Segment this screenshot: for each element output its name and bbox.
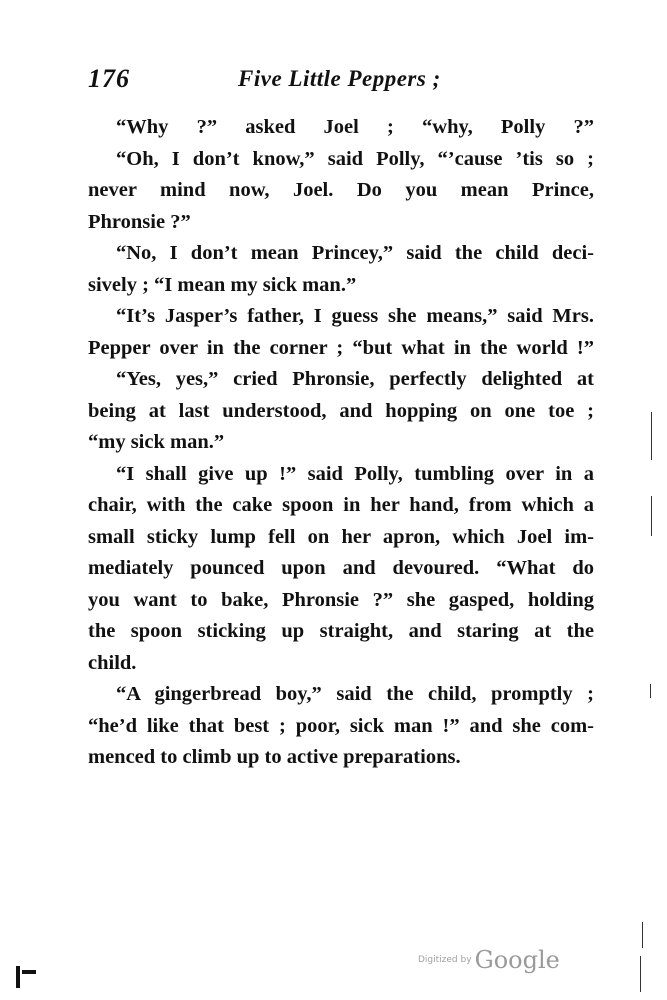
body-text (88, 112, 594, 774)
text-line: Phronsie ?” (88, 210, 191, 233)
text-line: “Why ?” asked Joel ; “why, Polly ?” (116, 116, 594, 138)
text-line: being at last understood, and hopping on one toe ; (88, 399, 594, 422)
text-line: small sticky lump fell on her apron, which Joel im- (88, 525, 594, 548)
text-line: “It’s Jasper’s father, I guess she means,” said Mrs. (116, 305, 594, 327)
running-title: Five Little Peppers ; (238, 66, 441, 91)
page-number: 176 (88, 64, 130, 93)
text-line: chair, with the cake spoon in her hand, from which a (88, 494, 594, 516)
watermark-google-logo: Google (474, 946, 560, 974)
text-line: “my sick man.” (88, 431, 225, 453)
text-line: never mind now, Joel. Do you mean Prince, (88, 179, 594, 201)
text-line: you want to bake, Phronsie ?” she gasped, holding (88, 588, 594, 611)
scan-corner-mark (16, 966, 36, 988)
watermark-digitized-text: Digitized by (418, 955, 472, 965)
text-line: “Yes, yes,” cried Phronsie, perfectly delighted at (116, 368, 594, 390)
scan-margin-mark (651, 496, 652, 536)
scan-margin-mark (651, 412, 652, 460)
text-line: “Oh, I don’t know,” said Polly, “’cause ’tis so ; (116, 147, 594, 170)
scan-margin-mark (650, 684, 651, 698)
text-line: “A gingerbread boy,” said the child, promptly ; (116, 683, 594, 705)
text-line: the spoon sticking up straight, and staring at the (88, 620, 594, 642)
text-line: child. (88, 651, 137, 674)
google-watermark (418, 946, 560, 974)
text-line: “he’d like that best ; poor, sick man !” and she com- (88, 714, 594, 737)
text-line: mediately pounced upon and devoured. “What do (88, 557, 594, 579)
scan-margin-mark (640, 956, 641, 992)
text-line: “I shall give up !” said Polly, tumbling over in a (116, 462, 594, 485)
text-line: menced to climb up to active preparations. (88, 746, 461, 768)
text-line: sively ; “I mean my sick man.” (88, 273, 357, 296)
text-line: “No, I don’t mean Princey,” said the child deci- (116, 242, 594, 264)
text-line: Pepper over in the corner ; “but what in the world !” (88, 336, 594, 359)
scan-margin-mark (642, 922, 643, 948)
running-head (88, 64, 594, 98)
